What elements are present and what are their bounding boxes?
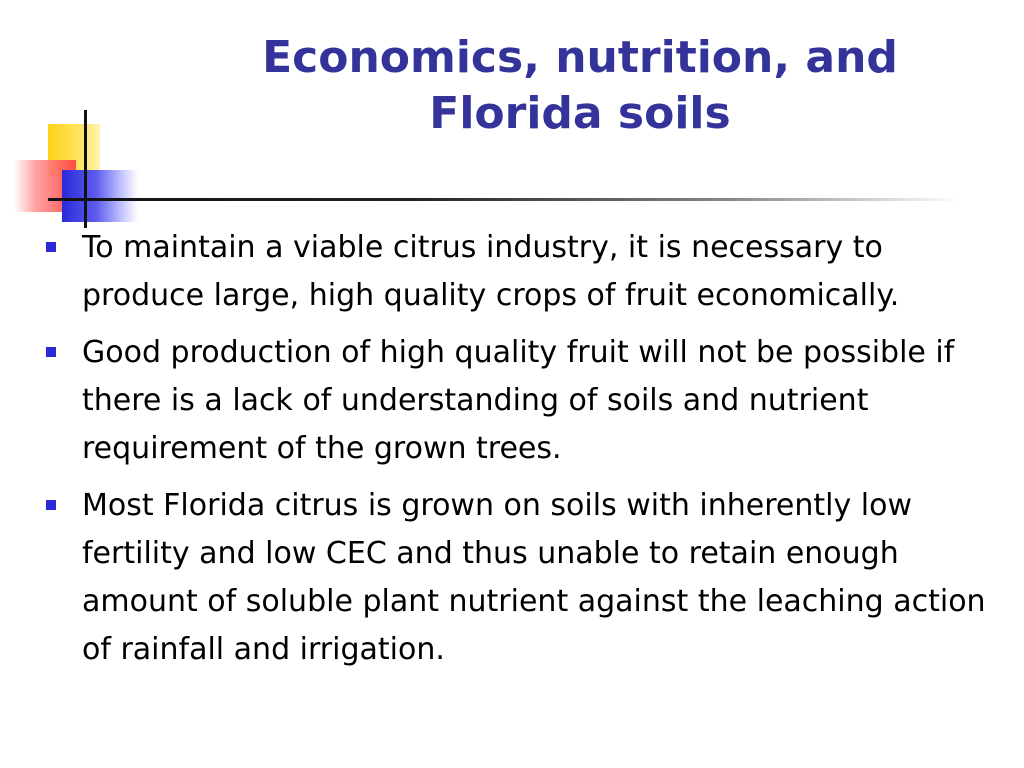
bullet-item	[44, 329, 1004, 473]
square-bullet-icon	[46, 242, 56, 252]
bullet-text: Good production of high quality fruit will not be possible if there is a lack of understanding of soils and nutrient requirement of the grown trees.	[82, 335, 955, 466]
bullet-list	[44, 224, 1004, 683]
slide-title-line-1: Economics, nutrition, and	[262, 32, 898, 83]
slide-title	[150, 30, 1010, 142]
square-bullet-icon	[46, 500, 56, 510]
vertical-rule	[84, 110, 87, 228]
bullet-text: Most Florida citrus is grown on soils with inherently low fertility and low CEC and thus unable to retain enough amount of soluble plant nutrient against the leaching action of rainfall and irrigation.	[82, 488, 986, 667]
square-bullet-icon	[46, 347, 56, 357]
bullet-item	[44, 224, 1004, 320]
bullet-item	[44, 482, 1004, 674]
decorative-corner-graphic	[0, 0, 140, 230]
blue-square-decoration	[62, 170, 138, 222]
title-underline-rule	[48, 198, 960, 201]
bullet-text: To maintain a viable citrus industry, it is necessary to produce large, high quality crops of fruit economically.	[82, 230, 900, 313]
slide-title-line-2: Florida soils	[429, 88, 731, 139]
